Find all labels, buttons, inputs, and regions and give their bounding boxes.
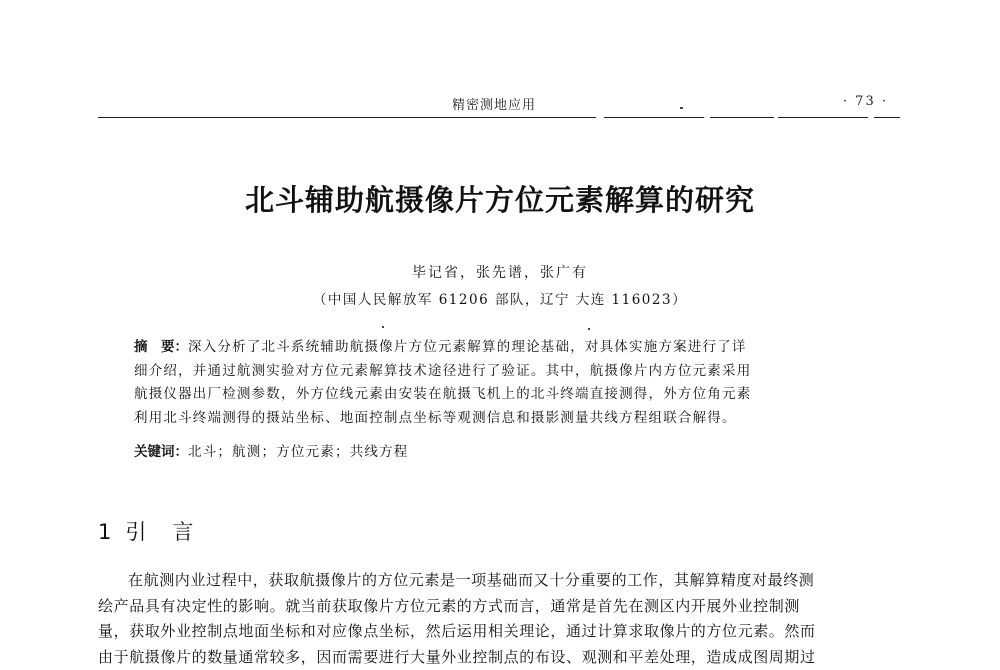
- article-authors: 毕记省，张先谱，张广有: [0, 262, 1000, 282]
- abstract-label: 摘 要：: [134, 339, 188, 355]
- abstract-text: 深入分析了北斗系统辅助航摄像片方位元素解算的理论基础，对具体实施方案进行了详: [188, 339, 747, 355]
- section-title-part: 言: [172, 520, 193, 544]
- section-title-part: 引: [125, 520, 146, 544]
- keywords-text: 北斗；航测；方位元素；共线方程: [188, 444, 409, 460]
- keywords: [134, 440, 870, 460]
- body-line: [98, 568, 904, 594]
- body-line: 量，获取外业控制点地面坐标和对应像点坐标，然后运用相关理论，通过计算求取像片的方位元素。然而: [98, 619, 904, 645]
- keywords-label: 关键词：: [134, 444, 188, 460]
- article-affiliation: （中国人民解放军 61206 部队，辽宁 大连 116023）: [0, 288, 1000, 308]
- section-number: 1: [98, 520, 111, 544]
- journal-name: 精密测地应用: [452, 94, 536, 113]
- header-rule: [98, 117, 900, 118]
- body-line: 绘产品具有决定性的影响。就当前获取像片方位元素的方式而言，通常是首先在测区内开展外业控制测: [98, 594, 904, 620]
- scan-speck: [588, 328, 590, 330]
- header-rule-gap: [704, 115, 710, 120]
- header-rule-gap: [774, 115, 778, 120]
- body-text: [98, 568, 904, 670]
- scan-speck: [382, 326, 384, 328]
- running-header: [98, 94, 900, 118]
- article-title: 北斗辅助航摄像片方位元素解算的研究: [0, 178, 1000, 219]
- abstract: [134, 336, 870, 430]
- body-line-text: 在航测内业过程中，获取航摄像片的方位元素是一项基础而又十分重要的工作，其解算精度对最终测: [128, 571, 814, 589]
- abstract-line: [134, 336, 870, 360]
- body-line: 由于航摄像片的数量通常较多，因而需要进行大量外业控制点的布设、观测和平差处理，造成成图周期过: [98, 645, 904, 670]
- header-rule-gap: [868, 115, 874, 120]
- abstract-line: 细介绍，并通过航测实验对方位元素解算技术途径进行了验证。其中，航摄像片内方位元素采用: [134, 360, 870, 384]
- page-number: · 73 ·: [843, 94, 888, 109]
- header-rule-gap: [596, 115, 604, 120]
- section-heading: [98, 516, 193, 546]
- abstract-line: 利用北斗终端测得的摄站坐标、地面控制点坐标等观测信息和摄影测量共线方程组联合解得。: [134, 407, 870, 431]
- scan-speck: [680, 107, 683, 109]
- abstract-line: 航摄仪器出厂检测参数，外方位线元素由安装在航摄飞机上的北斗终端直接测得，外方位角元素: [134, 383, 870, 407]
